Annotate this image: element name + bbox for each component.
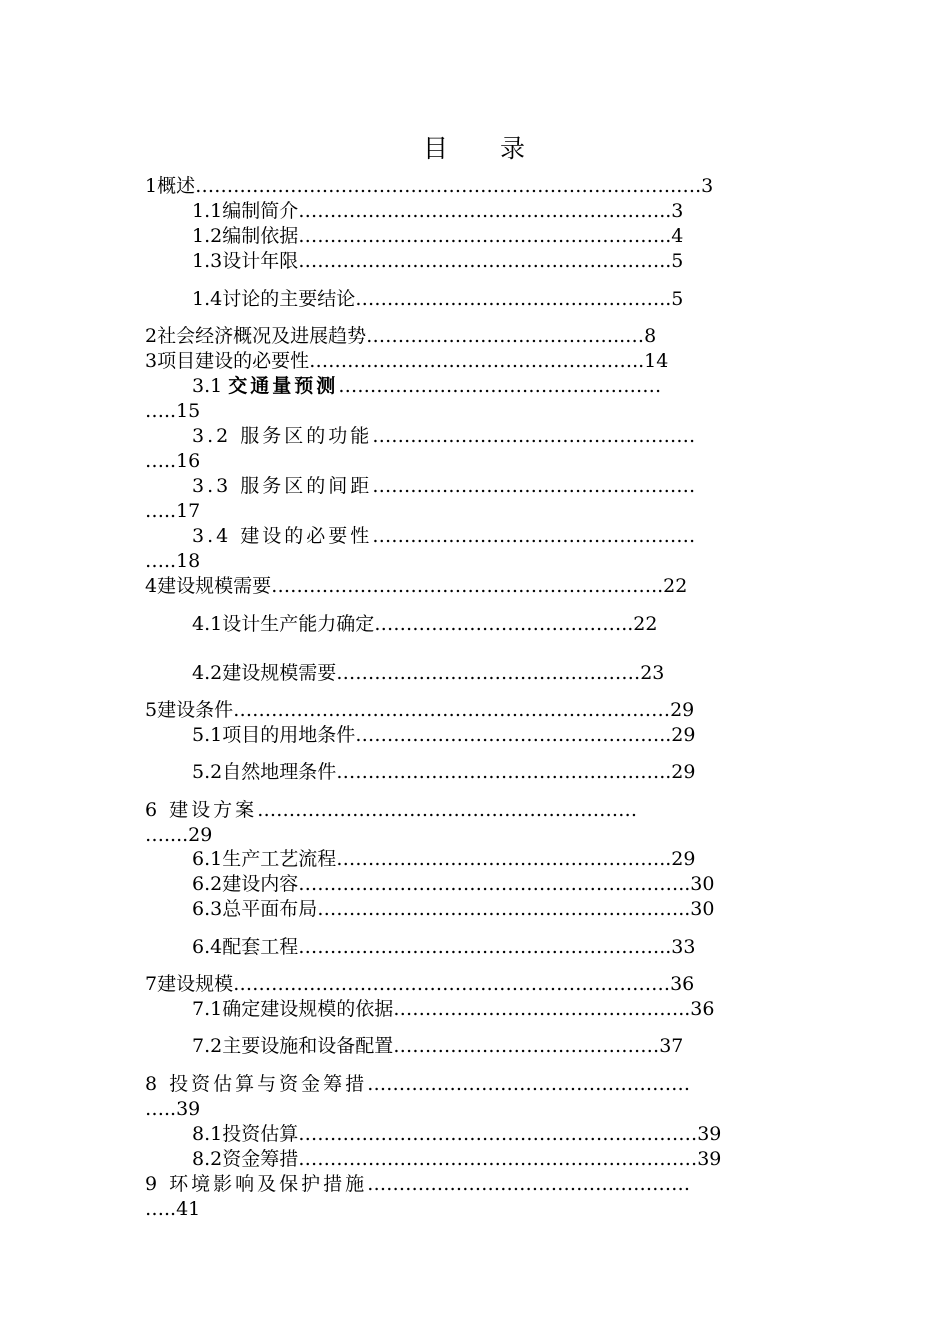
toc-entry-6[interactable] (145, 797, 637, 823)
toc-entry-4-1[interactable]: 4.1设计生产能力确定…………………………………..22 (192, 613, 658, 635)
toc-entry-4-2[interactable]: 4.2建设规模需要…………………………………………23 (192, 662, 665, 684)
toc-entry-1-4[interactable]: 1.4讨论的主要结论…………………………………………..5 (192, 288, 684, 310)
toc-entry-8-page[interactable]: …..39 (145, 1098, 201, 1120)
toc-entry-5-2[interactable]: 5.2自然地理条件……………………………………………..29 (192, 761, 696, 783)
toc-entry-6-4[interactable]: 6.4配套工程…………………………………………………..33 (192, 936, 696, 958)
toc-entry-6-1[interactable]: 6.1生产工艺流程……………………………………………..29 (192, 848, 696, 870)
toc-entry-4[interactable]: 4建设规模需要……………………………………………………..22 (145, 575, 688, 597)
toc-entry-9[interactable] (145, 1171, 690, 1197)
toc-entry-8[interactable] (145, 1071, 690, 1097)
toc-entry-3-4-dots: …………………………………………… (372, 525, 696, 547)
toc-entry-6-2[interactable]: 6.2建设内容……………………………………………………..30 (192, 873, 715, 895)
toc-entry-3-1[interactable] (192, 373, 661, 399)
toc-entry-9-page[interactable]: …..41 (145, 1198, 201, 1220)
page-title (0, 132, 950, 166)
toc-entry-3-3-page[interactable]: …..17 (145, 500, 201, 522)
toc-entry-3-4-label: 3.4 建设的必要性 (192, 525, 373, 547)
toc-entry-3-2-label: 3.2 服务区的功能 (192, 425, 373, 447)
toc-entry-3-2[interactable] (192, 423, 695, 449)
toc-entry-9-label: 9 环境影响及保护措施 (145, 1173, 368, 1195)
toc-entry-6-page[interactable]: …....29 (145, 824, 213, 846)
toc-entry-8-2[interactable]: 8.2资金筹措………………………………………………………39 (192, 1148, 722, 1170)
toc-entry-1-2[interactable]: 1.2编制依据…………………………………………………..4 (192, 225, 684, 247)
toc-entry-9-dots: …………………………………………… (367, 1173, 691, 1195)
title-char-left: 目 (422, 134, 450, 163)
toc-entry-7-2[interactable]: 7.2主要设施和设备配置……………………………………37 (192, 1035, 684, 1057)
toc-entry-3-4[interactable] (192, 523, 695, 549)
toc-entry-3-1-dots: …………………………………………… (338, 375, 662, 397)
toc-entry-7-1[interactable]: 7.1确定建设规模的依据………………………………………..36 (192, 998, 715, 1020)
toc-entry-3-2-page[interactable]: …..16 (145, 450, 201, 472)
toc-entry-3-3-label: 3.3 服务区的间距 (192, 475, 373, 497)
toc-entry-5-1[interactable]: 5.1项目的用地条件…………………………………………..29 (192, 724, 696, 746)
toc-entry-3[interactable]: 3项目建设的必要性……………………………………………..14 (145, 350, 669, 372)
toc-entry-7[interactable]: 7建设规模……………………………………………………………36 (145, 973, 695, 995)
toc-entry-1-3[interactable]: 1.3设计年限…………………………………………………..5 (192, 250, 684, 272)
toc-entry-3-3-dots: …………………………………………… (372, 475, 696, 497)
toc-entry-3-2-dots: …………………………………………… (372, 425, 696, 447)
toc-entry-8-label: 8 投资估算与资金筹措 (145, 1073, 368, 1095)
toc-entry-1[interactable]: 1概述………………………………………………………………….….3 (145, 175, 714, 197)
toc-entry-3-1-label: 3.1 (192, 375, 229, 397)
toc-entry-3-4-page[interactable]: …..18 (145, 550, 201, 572)
toc-entry-2[interactable]: 2社会经济概况及进展趋势…………………………………..…8 (145, 325, 657, 347)
toc-entry-3-1-bold-label: 交通量预测 (228, 375, 339, 397)
toc-entry-8-dots: …………………………………………… (367, 1073, 691, 1095)
toc-entry-6-3[interactable]: 6.3总平面布局…………………………………………………..30 (192, 898, 715, 920)
toc-entry-1-1[interactable]: 1.1编制简介…………………………………………………..3 (192, 200, 684, 222)
toc-entry-3-3[interactable] (192, 473, 695, 499)
toc-entry-5[interactable]: 5建设条件……………………………………………………………29 (145, 699, 695, 721)
toc-entry-8-1[interactable]: 8.1投资估算………………………………………………………39 (192, 1123, 722, 1145)
title-char-right: 录 (500, 134, 528, 163)
toc-entry-3-1-page[interactable]: …..15 (145, 400, 201, 422)
toc-entry-6-label: 6 建设方案 (145, 799, 258, 821)
toc-entry-6-dots: …………………………………………………… (257, 799, 638, 821)
